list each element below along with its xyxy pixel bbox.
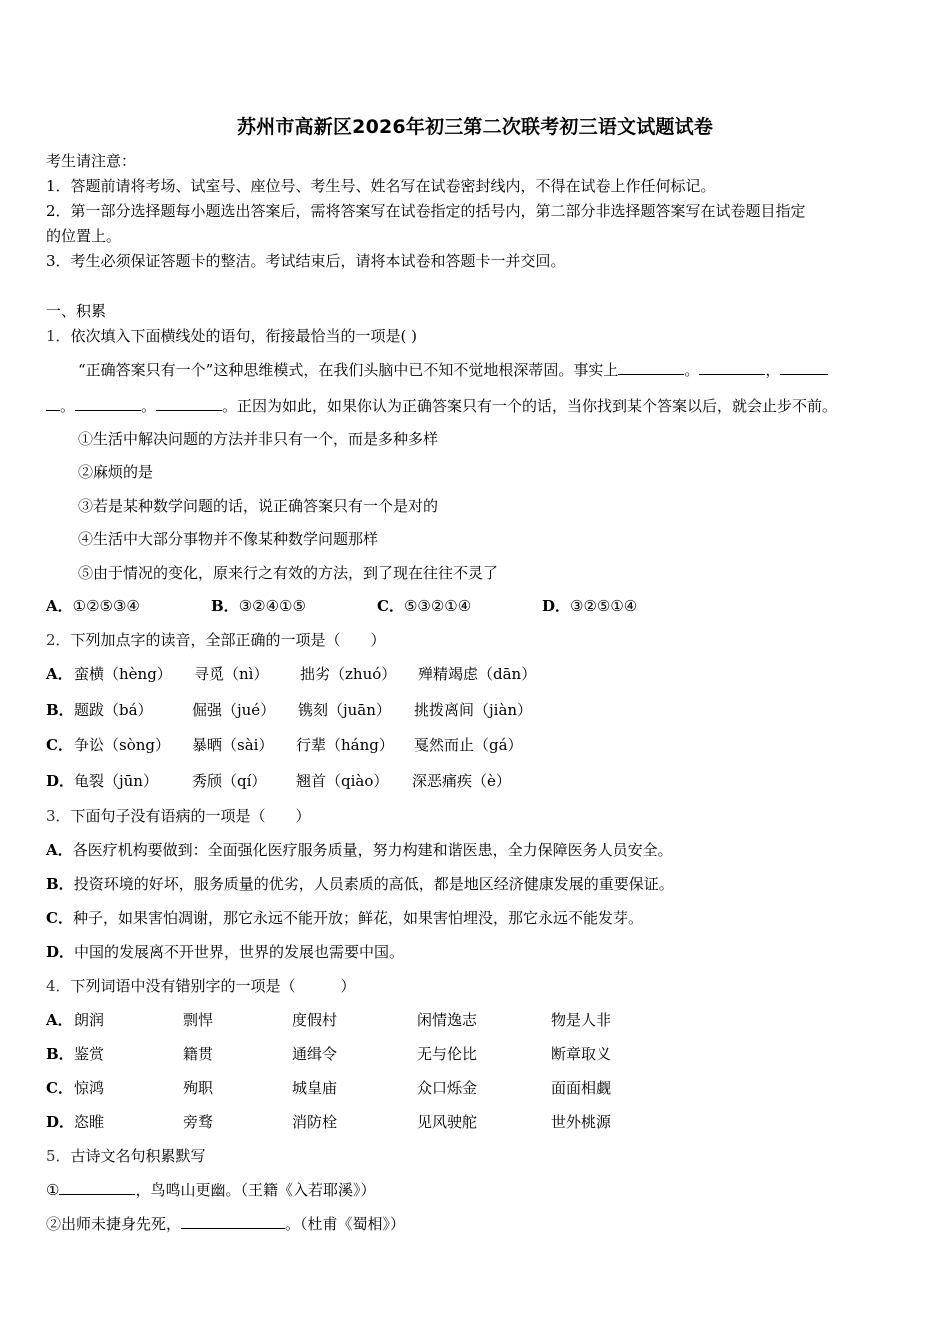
notice-item-2: 2．第一部分选择题每小题选出答案后，需将答案写在试卷指定的括号内，第二部分非选择题答案写在试卷题目指定 [46, 202, 806, 220]
q1-item-3: ③若是某种数学问题的话，说正确答案只有一个是对的 [78, 497, 439, 515]
q3-option-a[interactable]: A．各医疗机构要做到：全面强化医疗服务质量，努力构建和谐医患，全力保障医务人员安全。 [46, 841, 673, 859]
q5-line-2-text: ②出师未捷身先死， [46, 1215, 182, 1233]
q5-stem-text: 古诗文名句积累默写 [70, 1147, 206, 1165]
q4-stem-text: 下列词语中没有错别字的一项是（ ） [70, 977, 356, 995]
notice-item-2-cont: 的位置上。 [46, 227, 122, 245]
blank-3-cont[interactable] [46, 396, 60, 411]
q5-line-2-tail: 。（杜甫《蜀相》） [285, 1215, 406, 1233]
q4-number: 4． [46, 977, 71, 995]
q1-sep-3: 。 [60, 397, 76, 415]
q1-sep-2: ， [765, 361, 781, 379]
blank-4[interactable] [75, 396, 141, 411]
blank-5[interactable] [156, 396, 222, 411]
page-title: 苏州市高新区2026年初三第二次联考初三语文试题试卷 [236, 116, 714, 138]
q1-stem-text: 依次填入下面横线处的语句，衔接最恰当的一项是( ) [70, 327, 418, 345]
q5-stem [46, 1146, 206, 1166]
q5-blank-1[interactable] [59, 1180, 135, 1195]
q5-line-1 [46, 1180, 375, 1200]
notice-heading: 考生请注意： [46, 152, 137, 170]
section-heading: 一、积累 [46, 302, 107, 320]
q1-passage-a: “正确答案只有一个”这种思维模式，在我们头脑中已不知不觉地根深蒂固。事实上 [78, 361, 619, 379]
notice-item-3: 3．考生必须保证答题卡的整洁。考试结束后，请将本试卷和答题卡一并交回。 [46, 252, 566, 270]
q1-item-4: ④生活中大部分事物并不像某种数学问题那样 [78, 530, 379, 548]
q1-passage-line-1 [78, 360, 828, 380]
q3-option-d[interactable]: D．中国的发展离不开世界，世界的发展也需要中国。 [46, 943, 405, 961]
q1-stem [46, 326, 417, 346]
blank-2[interactable] [699, 360, 765, 375]
notice-item-1: 1．答题前请将考场、试室号、座位号、考生号、姓名写在试卷密封线内，不得在试卷上作任何标记。 [46, 177, 716, 195]
q1-option-c[interactable]: C．⑤③②①④ [377, 597, 472, 615]
q3-stem [46, 806, 311, 826]
q2-stem-text: 下列加点字的读音，全部正确的一项是（ ） [70, 631, 386, 649]
q1-item-5: ⑤由于情况的变化，原来行之有效的方法，到了现在往往不灵了 [78, 564, 499, 582]
q1-number: 1． [46, 327, 71, 345]
q2-stem [46, 630, 386, 650]
q4-stem [46, 976, 356, 996]
exam-page: 苏州市高新区2026年初三第二次联考初三语文试题试卷 考生请注意： 1．答题前请将考场、试室号、座位号、考生号、姓名写在试卷密封线内，不得在试卷上作任何标记。 2．第一部分选择题每小题选出答案后，需将答案写在试卷指定的括号内，第二部分非选择题答案写在试卷题目指定 的位置上。 3．考生必须保证答题卡的整洁。考试结束后，请将本试卷和答题卡一并交回。 一、积累 1．依次填入下面横线处的语句，衔接最恰当的一项是( ) “正确答案只有一个”这种思维模式，在我们头脑中已不知不觉地根深蒂固。事实上 。 ， 。 。 。正因为如此，如果你认为正确答案只有一个的话，当你找到某个答案以后，就会止步不前。 ①生活中解决问题的方法并非只有一个，而是多种多样 ②麻烦的是 ③若是某种数学问题的话，说正确答案只有一个是对的 ④生活中大部分事物并不像某种数学问题那样 ⑤由于情况的变化，原来行之有效的方法，到了现在往往不灵了 A．①②⑤③④ B．③②④①⑤ C．⑤③②①④ D．③②⑤①④ 2．下列加点字的读音，全部正确的一项是（ ） A． 蛮横（hèng） 寻觅（nì） 拙劣（zhuó） 殚精竭虑（dān） B． 题跋（bá） 倔强（jué） 镌刻（juān） 挑拨离间（jiàn） C． 争讼（sòng） 暴晒（sài） 行辈（háng） 戛然而止（gá） D． 龟裂（jūn） 秀颀（qí） 翘首（qiào） 深恶痛疾（è） 3．下面句子没有语病的一项是（ ） A．各医疗机构要做到：全面强化医疗服务质量，努力构建和谐医患，全力保障医务人员安全。 B．投资环境的好坏，服务质量的优劣，人员素质的高低，都是地区经济健康发展的重要保证。 C．种子，如果害怕凋谢，那它永远不能开放；鲜花，如果害怕埋没，那它永远不能发芽。 D．中国的发展离不开世界，世界的发展也需要中国。 4．下列词语中没有错别字的一项是（ ） A． 朗润 剽悍 度假村 闲情逸志 物是人非 B． 鉴赏 籍贯 通缉令 无与伦比 断章取义 C． 惊鸿 殉职 城皇庙 众口烁金 面面相觑 D． 恣睢 旁骛 消防栓 见风驶舵 世外桃源 5．古诗文名句积累默写 ① ，鸟鸣山更幽。（王籍《入若耶溪》） ②出师未捷身先死， 。（杜甫《蜀相》） [0, 0, 950, 1344]
q3-option-c[interactable]: C．种子，如果害怕凋谢，那它永远不能开放；鲜花，如果害怕埋没，那它永远不能发芽。 [46, 909, 643, 927]
q5-blank-2[interactable] [181, 1214, 285, 1229]
q3-stem-text: 下面句子没有语病的一项是（ ） [70, 807, 311, 825]
q1-passage-tail: 。正因为如此，如果你认为正确答案只有一个的话，当你找到某个答案以后，就会止步不前。 [222, 397, 838, 415]
q5-number: 5． [46, 1147, 71, 1165]
q1-item-2: ②麻烦的是 [78, 463, 154, 481]
q1-passage-line-2 [46, 396, 837, 416]
q5-line-1-text: ，鸟鸣山更幽。（王籍《入若耶溪》） [135, 1181, 376, 1199]
q2-number: 2． [46, 631, 71, 649]
q3-option-b[interactable]: B．投资环境的好坏，服务质量的优劣，人员素质的高低，都是地区经济健康发展的重要保证。 [46, 875, 674, 893]
blank-1[interactable] [618, 360, 684, 375]
q1-sep-4: 。 [141, 397, 157, 415]
q3-number: 3． [46, 807, 71, 825]
blank-3[interactable] [780, 360, 828, 375]
q5-line-1-mark: ① [46, 1181, 60, 1199]
q1-item-1: ①生活中解决问题的方法并非只有一个，而是多种多样 [78, 430, 439, 448]
q1-option-a[interactable]: A．①②⑤③④ [46, 597, 140, 615]
q1-sep-1: 。 [684, 361, 700, 379]
q5-line-2 [46, 1214, 405, 1234]
q1-option-d[interactable]: D．③②⑤①④ [542, 597, 638, 615]
q1-option-b[interactable]: B．③②④①⑤ [211, 597, 306, 615]
